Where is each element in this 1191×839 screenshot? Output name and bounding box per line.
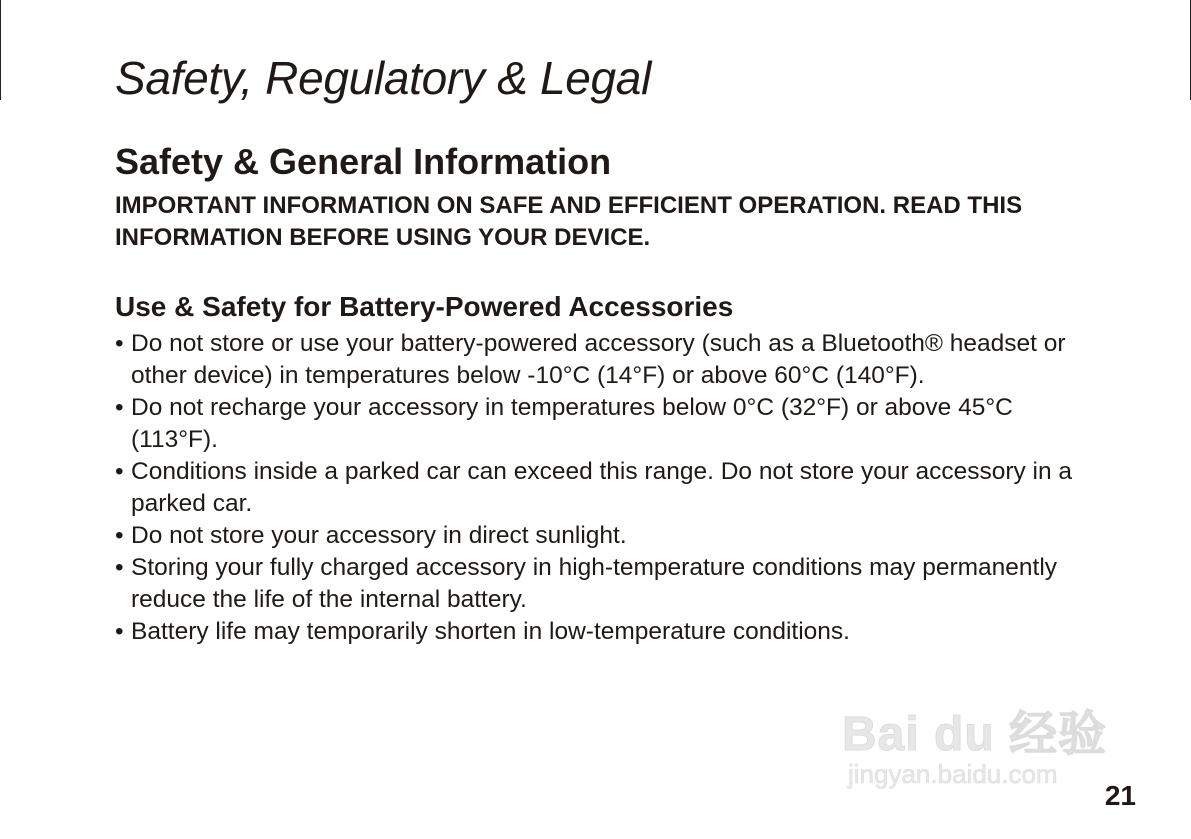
bullet-icon: • <box>115 458 124 485</box>
bullet-icon: • <box>115 522 124 549</box>
list-item <box>115 520 1081 552</box>
list-item-text: Do not store or use your battery-powered accessory (such as a Bluetooth® headset or other device) in temperatures below -10°C (14°F) or above 60°C (140°F). <box>131 330 1066 389</box>
list-item-text: Do not recharge your accessory in temperatures below 0°C (32°F) or above 45°C (113°F). <box>131 394 1013 453</box>
crop-mark-left <box>0 0 1 100</box>
bullet-list <box>115 328 1135 648</box>
watermark-url: jingyan.baidu.com <box>848 759 1058 789</box>
bullet-icon: • <box>115 554 124 581</box>
subsection-title: Use & Safety for Battery-Powered Accessories <box>115 291 734 322</box>
watermark-logo: Bai du 经验 <box>842 708 1108 761</box>
page-title: Safety, Regulatory & Legal <box>115 52 652 104</box>
list-item <box>115 616 1081 648</box>
list-item <box>115 328 1081 392</box>
important-notice: IMPORTANT INFORMATION ON SAFE AND EFFICIENT OPERATION. READ THIS INFORMATION BEFORE USING YOUR DEVICE. <box>115 192 1023 251</box>
page-content <box>115 50 1135 648</box>
list-item <box>115 392 1081 456</box>
bullet-icon: • <box>115 394 124 421</box>
bullet-icon: • <box>115 618 124 645</box>
list-item-text: Battery life may temporarily shorten in low-temperature conditions. <box>131 618 850 645</box>
section-title: Safety & General Information <box>115 141 612 182</box>
bullet-icon: • <box>115 330 124 357</box>
list-item <box>115 552 1081 616</box>
page-number: 21 <box>1104 780 1136 811</box>
list-item-text: Conditions inside a parked car can exceed this range. Do not store your accessory in a parked car. <box>131 458 1073 517</box>
list-item-text: Storing your fully charged accessory in high-temperature conditions may permanently reduce the life of the internal battery. <box>131 554 1058 613</box>
list-item-text: Do not store your accessory in direct sunlight. <box>131 522 627 549</box>
list-item <box>115 456 1081 520</box>
baidu-watermark <box>842 665 1122 795</box>
